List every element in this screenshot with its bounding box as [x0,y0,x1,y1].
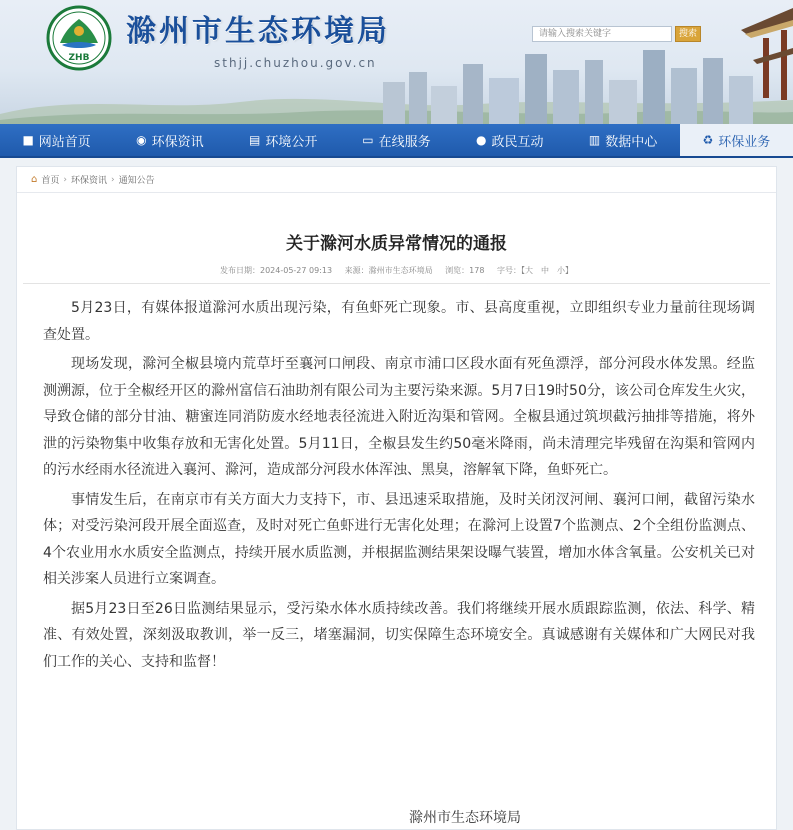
breadcrumb-level1[interactable]: 环保资讯 [70,176,107,186]
home-icon: ⌂ [31,174,38,185]
publish-date: 发布日期：2024-05-27 09:13 [219,266,333,275]
font-size-switcher[interactable]: 字号：【大 中 小】 [497,266,573,275]
nav-item-services[interactable] [340,124,453,156]
nav-item-label: 环境公开 [265,134,318,150]
breadcrumb-separator: › [111,174,115,185]
nav-item-disclosure[interactable] [227,124,340,156]
nav-item-data[interactable] [566,124,679,156]
nav-item-label: 数据中心 [605,134,658,150]
site-title: 滁州市生态环境局 [126,14,390,49]
recycle-icon: ♻ [702,133,714,147]
site-header [0,0,793,124]
article-source: 来源：滁州市生态环境局 [344,266,433,275]
divider [23,283,770,284]
breadcrumb-home[interactable]: 首页 [41,176,60,186]
logo-lettering: ZHB [68,53,90,63]
nav-item-label: 环保资讯 [151,134,204,150]
article-panel [16,166,777,830]
paragraph: 事情发生后，在南京市有关方面大力支持下，市、县迅速采取措施，及时关闭汊河闸、襄河口闸，截留污染水体；对受污染河段开展全面巡查，及时对死亡鱼虾进行无害化处理；在滁河上设置7个监测点、2个全组份监测点、4个农业用水水质安全监测点，持续开展水质监测，并根据监测结果架设曝气装置，增加水体含氧量。公安机关已对相关涉案人员进行立案调查。 [43,491,755,587]
nav-item-label: 网站首页 [38,134,91,150]
nav-item-home[interactable] [0,124,113,156]
nav-item-label: 在线服务 [378,134,431,150]
paragraph: 5月23日，有媒体报道滁河水质出现污染，有鱼虾死亡现象。市、县高度重视，立即组织专业力量前往现场调查处置。 [43,300,755,343]
site-url: sthjj.chuzhou.gov.cn [214,56,377,70]
search-button[interactable]: 搜索 [675,26,701,42]
search-input[interactable]: 请输入搜索关键字 [532,26,672,42]
article-body [43,295,755,678]
nav-item-label: 政民互动 [491,134,544,150]
breadcrumb-level2[interactable]: 通知公告 [118,176,155,186]
breadcrumb [17,167,776,193]
home-icon: ■ [22,133,34,147]
article-title: 关于滁河水质异常情况的通报 [286,234,507,254]
book-icon: ▤ [249,133,261,147]
view-count: 浏览：178 [445,266,485,275]
breadcrumb-separator: › [63,174,67,185]
paragraph: 据5月23日至26日监测结果显示，受污染水体水质持续改善。我们将继续开展水质跟踪监测，依法、科学、精准、有效处置，深刻汲取教训，举一反三，堵塞漏洞，切实保障生态环境安全。真诚感谢有关媒体和广大网民对我们工作的关心、支持和监督！ [43,600,755,670]
zhb-logo-icon [46,5,112,71]
signature: 滁州市生态环境局 [409,810,521,826]
paragraph: 现场发现，滁河全椒县境内荒草圩至襄河口闸段、南京市浦口区段水面有死鱼漂浮，部分河段水体发黑。经监测溯源，位于全椒经开区的滁州富信石油助剂有限公司为主要污染来源。5月7日19时50分，该公司仓库发生火灾，导致仓储的部分甘油、糖蜜连同消防废水经地表径流进入附近沟渠和管网。全椒县通过筑坝截污抽排等措施，将外泄的污染物集中收集存放和无害化处置。5月11日，全椒县发生约50毫米降雨，尚未清理完毕残留在沟渠和管网内的污水经雨水径流进入襄河、滁河，造成部分河段水体浑浊、黑臭，溶解氧下降，鱼虾死亡。 [43,356,755,478]
nav-item-news[interactable] [113,124,226,156]
nav-item-label: 环保业务 [718,134,771,150]
nav-item-business[interactable] [680,124,793,156]
main-nav [0,124,793,158]
nav-item-interaction[interactable] [453,124,566,156]
chart-icon: ▥ [588,133,601,147]
people-icon: ● [476,133,487,147]
pavilion-graphic [723,0,793,124]
chat-icon: ◉ [136,133,147,147]
monitor-icon: ▭ [362,133,374,147]
article-meta [17,265,776,276]
